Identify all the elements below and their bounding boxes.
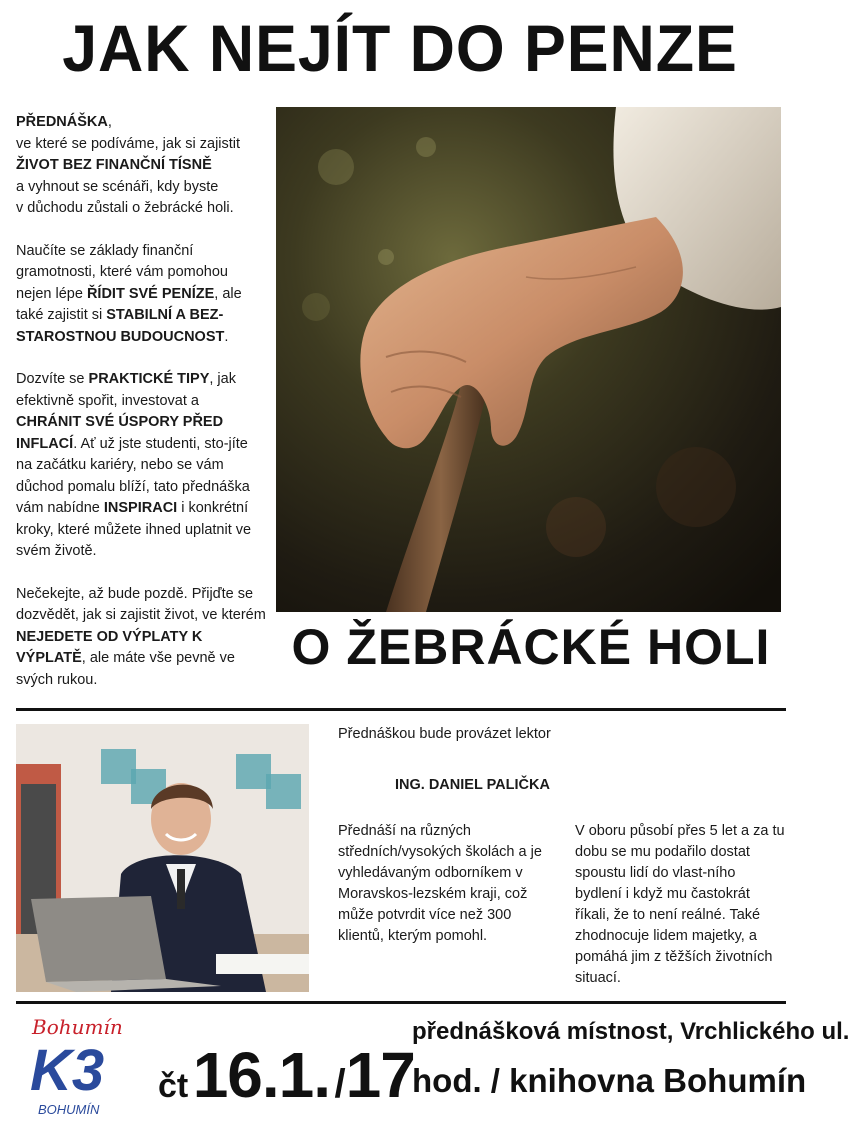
lecturer-intro: Přednáškou bude provázet lektor <box>338 726 551 742</box>
page-title: JAK NEJÍT DO PENZE <box>62 11 738 85</box>
lecturer-bio-col2: V oboru působí přes 5 let a za tu dobu se mu podařilo dostat spoustu lidí do vlast-ního bydlení i když mu častokrát říkali, že to není reálné. Také zhodnocuje lidem majetky, a pomáhá jim z těžších životních situací. <box>575 823 785 986</box>
paragraph-4: Nečekejte, až bude pozdě. Přijďte se dozvědět, jak si zajistit život, ve kterém NEJEDETE OD VÝPLATY K VÝPLATĚ, ale máte vše pevně ve svých rukou. <box>16 585 266 688</box>
logo-top-text: Bohumín <box>32 1015 123 1039</box>
paragraph-3: Dozvíte se PRAKTICKÉ TIPY, jak efektivně spořit, investovat a CHRÁNIT SVÉ ÚSPORY PŘED INFLACÍ. Ať už jste studenti, sto-jíte na začátku kariéry, nebo se vám důchod pomalu blíží, tato přednáška vám nabídne INSPIRACI i konkrétní kroky, které můžete ihned uplatnit ve svém životě. <box>16 371 252 559</box>
lecturer-portrait-photo <box>16 724 309 992</box>
event-place-line2: hod. / knihovna Bohumín <box>412 1062 807 1099</box>
event-hour: 17 <box>345 1039 415 1111</box>
divider-bottom <box>16 1001 786 1004</box>
event-date <box>158 1038 415 1112</box>
paragraph-2: Naučíte se základy finanční gramotnosti, které vám pomohou nejen lépe ŘÍDIT SVÉ PENÍZE, ale také zajistit si STABILNÍ A BEZ-STAROSTNOU BUDOUCNOST. <box>16 242 242 345</box>
k3-bohumin-logo <box>20 1012 130 1122</box>
divider-top <box>16 708 786 711</box>
event-day: čt <box>158 1067 189 1105</box>
lecturer-bio-col1: Přednáší na různých středních/vysokých školách a je vyhledávaným odborníkem v Moravskos-lezském kraji, což může potvrdit více než 300 klientů, kterým pomohl. <box>338 823 542 944</box>
subtitle: O ŽEBRÁCKÉ HOLI <box>291 619 771 675</box>
event-slash: / <box>334 1062 346 1106</box>
logo-main-text: K3 <box>30 1038 105 1103</box>
event-date-value: 16.1. <box>192 1039 331 1111</box>
paragraph-1: PŘEDNÁŠKA, ve které se podíváme, jak si zajistit ŽIVOT BEZ FINANČNÍ TÍSNĚ a vyhnout se scénáři, kdy byste v důchodu zůstali o žebrácké holi. <box>16 114 241 216</box>
lecturer-name: ING. DANIEL PALIČKA <box>395 777 550 793</box>
logo-bottom-text: BOHUMÍN <box>38 1102 100 1117</box>
description-text <box>16 112 266 712</box>
hand-on-cane-photo <box>276 107 781 612</box>
event-place-line1: přednášková místnost, Vrchlického ul. <box>412 1018 849 1045</box>
